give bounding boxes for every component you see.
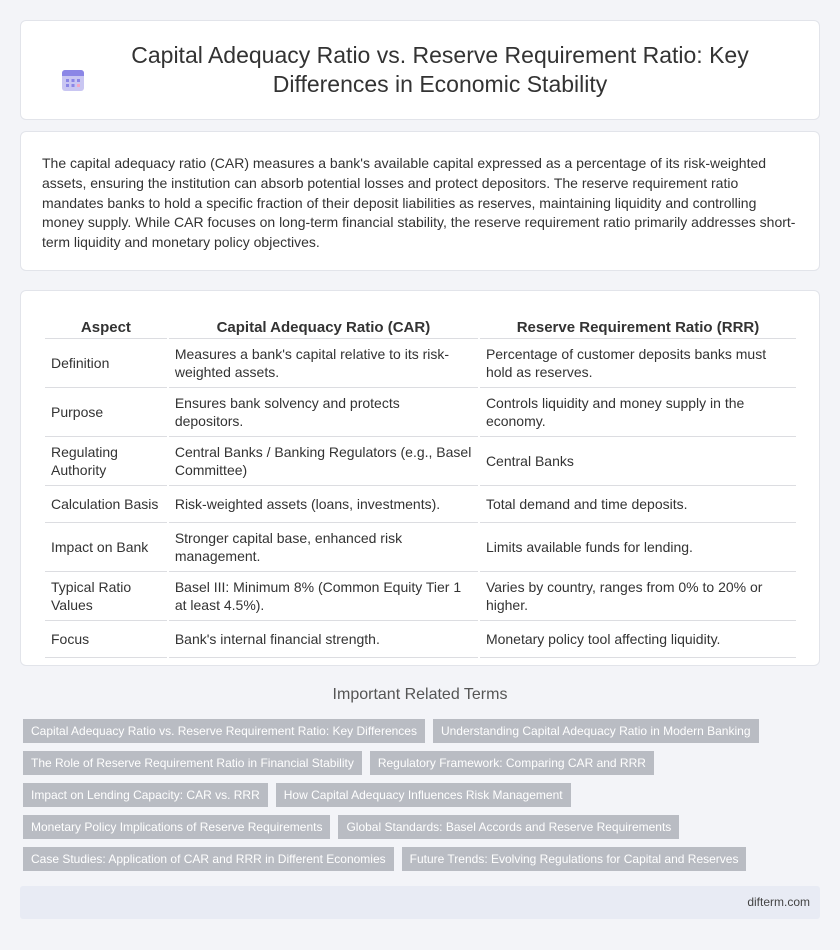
- title-wrap: [60, 41, 780, 99]
- table-header-row: [45, 313, 796, 339]
- cell-car: Bank's internal financial strength.: [169, 621, 478, 658]
- related-term-tag[interactable]: Regulatory Framework: Comparing CAR and RRR: [370, 751, 654, 775]
- footer: [20, 886, 820, 919]
- header-aspect: Aspect: [45, 313, 167, 339]
- comparison-card: [20, 290, 820, 666]
- cell-car: Stronger capital base, enhanced risk management.: [169, 523, 478, 572]
- related-terms-title: Important Related Terms: [332, 686, 508, 703]
- cell-aspect: Calculation Basis: [45, 486, 167, 523]
- related-term-tag[interactable]: Monetary Policy Implications of Reserve Requirements: [23, 815, 330, 839]
- intro-paragraph: The capital adequacy ratio (CAR) measures a bank's available capital expressed as a percentage of its risk-weighted assets, ensuring the institution can absorb potential losses and protect depositors. The reserve requirement ratio mandates banks to hold a specific fraction of their deposit liabilities as reserves, maintaining liquidity and controlling money supply. While CAR focuses on long-term financial stability, the reserve requirement ratio primarily addresses short-term liquidity and monetary policy objectives.: [42, 155, 796, 251]
- site-link[interactable]: difterm.com: [747, 895, 810, 909]
- cell-rrr: Total demand and time deposits.: [480, 486, 796, 523]
- cell-rrr: Monetary policy tool affecting liquidity.: [480, 621, 796, 658]
- related-term-tag[interactable]: Global Standards: Basel Accords and Reserve Requirements: [338, 815, 679, 839]
- cell-aspect: Impact on Bank: [45, 523, 167, 572]
- tag-row: [23, 719, 813, 743]
- cell-aspect: Typical Ratio Values: [45, 572, 167, 621]
- cell-rrr: Varies by country, ranges from 0% to 20% or higher.: [480, 572, 796, 621]
- related-terms-list: [23, 719, 813, 879]
- table-row: [45, 388, 796, 437]
- calendar-icon: [60, 67, 86, 93]
- cell-aspect: Definition: [45, 339, 167, 388]
- table-row: [45, 621, 796, 658]
- intro-card: [20, 131, 820, 271]
- tag-row: [23, 783, 813, 807]
- title-card: [20, 20, 820, 120]
- cell-rrr: Limits available funds for lending.: [480, 523, 796, 572]
- cell-car: Risk-weighted assets (loans, investments).: [169, 486, 478, 523]
- related-term-tag[interactable]: Future Trends: Evolving Regulations for Capital and Reserves: [402, 847, 747, 871]
- cell-car: Ensures bank solvency and protects depositors.: [169, 388, 478, 437]
- tag-row: [23, 751, 813, 775]
- table-row: [45, 437, 796, 486]
- cell-car: Measures a bank's capital relative to its risk-weighted assets.: [169, 339, 478, 388]
- related-term-tag[interactable]: Understanding Capital Adequacy Ratio in Modern Banking: [433, 719, 759, 743]
- cell-car: Basel III: Minimum 8% (Common Equity Tier 1 at least 4.5%).: [169, 572, 478, 621]
- header-rrr: Reserve Requirement Ratio (RRR): [480, 313, 796, 339]
- cell-aspect: Regulating Authority: [45, 437, 167, 486]
- related-term-tag[interactable]: Capital Adequacy Ratio vs. Reserve Requirement Ratio: Key Differences: [23, 719, 425, 743]
- table-row: [45, 339, 796, 388]
- cell-rrr: Central Banks: [480, 437, 796, 486]
- table-row: [45, 486, 796, 523]
- table-row: [45, 523, 796, 572]
- cell-rrr: Percentage of customer deposits banks must hold as reserves.: [480, 339, 796, 388]
- related-term-tag[interactable]: The Role of Reserve Requirement Ratio in Financial Stability: [23, 751, 362, 775]
- cell-aspect: Purpose: [45, 388, 167, 437]
- header-car: Capital Adequacy Ratio (CAR): [169, 313, 478, 339]
- table-row: [45, 572, 796, 621]
- comparison-table: [43, 313, 798, 658]
- cell-aspect: Focus: [45, 621, 167, 658]
- related-term-tag[interactable]: Impact on Lending Capacity: CAR vs. RRR: [23, 783, 268, 807]
- tag-row: [23, 815, 813, 839]
- related-term-tag[interactable]: Case Studies: Application of CAR and RRR in Different Economies: [23, 847, 394, 871]
- cell-car: Central Banks / Banking Regulators (e.g., Basel Committee): [169, 437, 478, 486]
- tag-row: [23, 847, 813, 871]
- related-term-tag[interactable]: How Capital Adequacy Influences Risk Management: [276, 783, 571, 807]
- page-title: Capital Adequacy Ratio vs. Reserve Requirement Ratio: Key Differences in Economic Stability: [131, 42, 749, 97]
- cell-rrr: Controls liquidity and money supply in the economy.: [480, 388, 796, 437]
